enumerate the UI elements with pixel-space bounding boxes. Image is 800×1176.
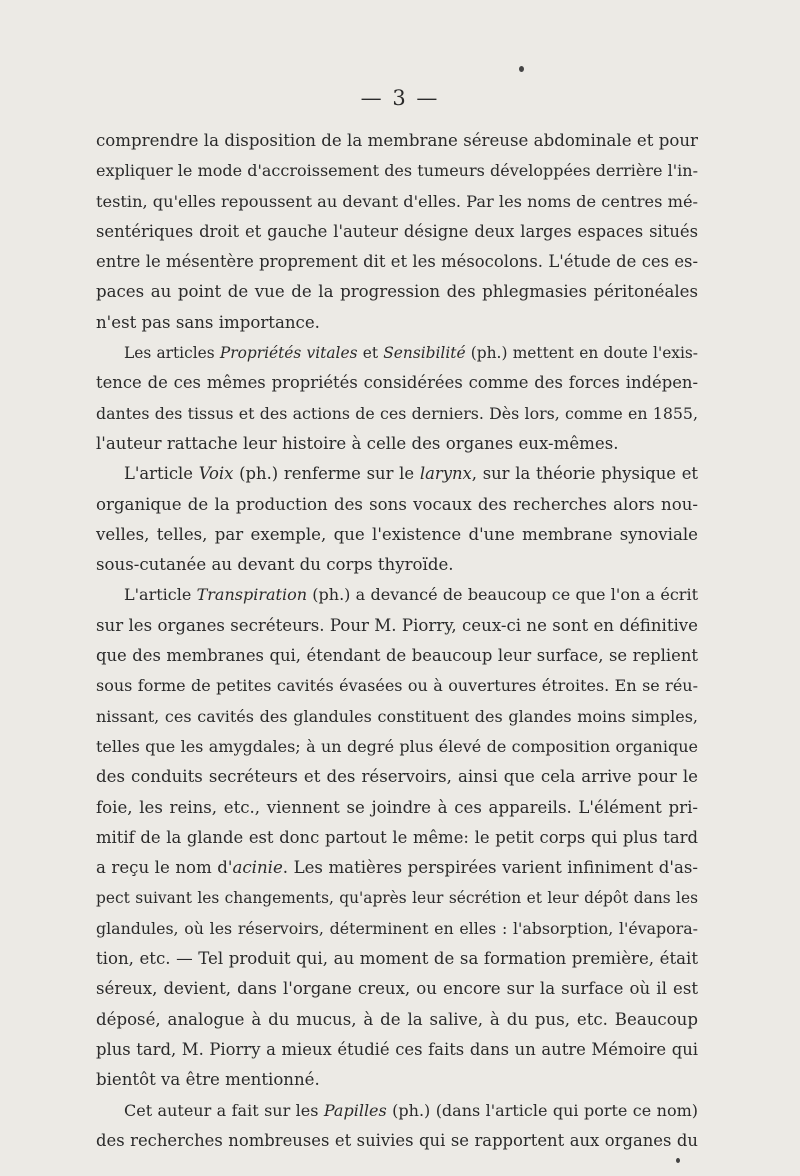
text-line: sous-cutanée au devant du corps thyroïde. [96, 555, 454, 575]
text-line: bientôt va être mentionné. [96, 1070, 320, 1090]
text-line: organique de la production des sons vocaux des recherches alors nou- [96, 494, 698, 514]
text-line: séreux, devient, dans l'organe creux, ou encore sur la surface où il est [96, 979, 698, 999]
text-line: L'article Voix (ph.) renferme sur le larynx, sur la théorie physique et [124, 464, 698, 484]
body-text [96, 126, 698, 1156]
text-line: tence de ces mêmes propriétés considérées comme des forces indépen- [96, 373, 698, 393]
page-number: — 3 — [360, 86, 440, 110]
text-line: testin, qu'elles repoussent au devant d'elles. Par les noms de centres mé- [96, 191, 698, 211]
text-line: sentériques droit et gauche l'auteur désigne deux larges espaces situés [96, 221, 698, 241]
text-line: a reçu le nom d'acinie. Les matières perspirées varient infiniment d'as- [96, 858, 698, 878]
text-line: des conduits secréteurs et des réservoirs, ainsi que cela arrive pour le [96, 767, 698, 787]
text-line: paces au point de vue de la progression des phlegmasies péritonéales [96, 282, 698, 302]
text-line: entre le mésentère proprement dit et les mésocolons. L'étude de ces es- [96, 252, 698, 272]
text-line: sous forme de petites cavités évasées ou à ouvertures étroites. En se réu- [96, 676, 698, 696]
text-line: expliquer le mode d'accroissement des tumeurs développées derrière l'in- [96, 161, 698, 181]
text-line: des recherches nombreuses et suivies qui se rapportent aux organes du [96, 1130, 698, 1150]
text-line: pect suivant les changements, qu'après leur sécrétion et leur dépôt dans les [96, 889, 698, 908]
text-line: velles, telles, par exemple, que l'existence d'une membrane synoviale [96, 524, 698, 544]
text-line: Les articles Propriétés vitales et Sensibilité (ph.) mettent en doute l'exis- [124, 344, 698, 363]
text-line: Cet auteur a fait sur les Papilles (ph.) (dans l'article qui porte ce nom) [124, 1100, 699, 1120]
text-line: tion, etc. — Tel produit qui, au moment de sa formation première, était [96, 949, 698, 969]
text-line: sur les organes secréteurs. Pour M. Piorry, ceux-ci ne sont en définitive [96, 615, 698, 635]
text-line: mitif de la glande est donc partout le même: le petit corps qui plus tard [96, 827, 698, 847]
text-line: déposé, analogue à du mucus, à de la salive, à du pus, etc. Beaucoup [96, 1009, 698, 1029]
text-line: glandules, où les réservoirs, déterminent en elles : l'absorption, l'évapora- [96, 918, 698, 938]
ink-speck [676, 1158, 680, 1163]
text-line: plus tard, M. Piorry a mieux étudié ces faits dans un autre Mémoire qui [96, 1039, 698, 1059]
text-line: foie, les reins, etc., viennent se joindre à ces appareils. L'élément pri- [96, 797, 698, 817]
ink-speck [519, 66, 524, 72]
text-line: comprendre la disposition de la membrane séreuse abdominale et pour [96, 131, 698, 150]
text-line: nissant, ces cavités des glandules constituent des glandes moins simples, [96, 706, 698, 726]
text-line: L'article Transpiration (ph.) a devancé de beaucoup ce que l'on a écrit [124, 585, 698, 605]
text-line: que des membranes qui, étendant de beaucoup leur surface, se replient [96, 646, 698, 666]
text-line: telles que les amygdales; à un degré plus élevé de composition organique [96, 736, 698, 756]
text-line: l'auteur rattache leur histoire à celle des organes eux-mêmes. [96, 433, 619, 453]
text-line: n'est pas sans importance. [96, 312, 320, 332]
text-line: dantes des tissus et des actions de ces derniers. Dès lors, comme en 1855, [96, 403, 698, 423]
